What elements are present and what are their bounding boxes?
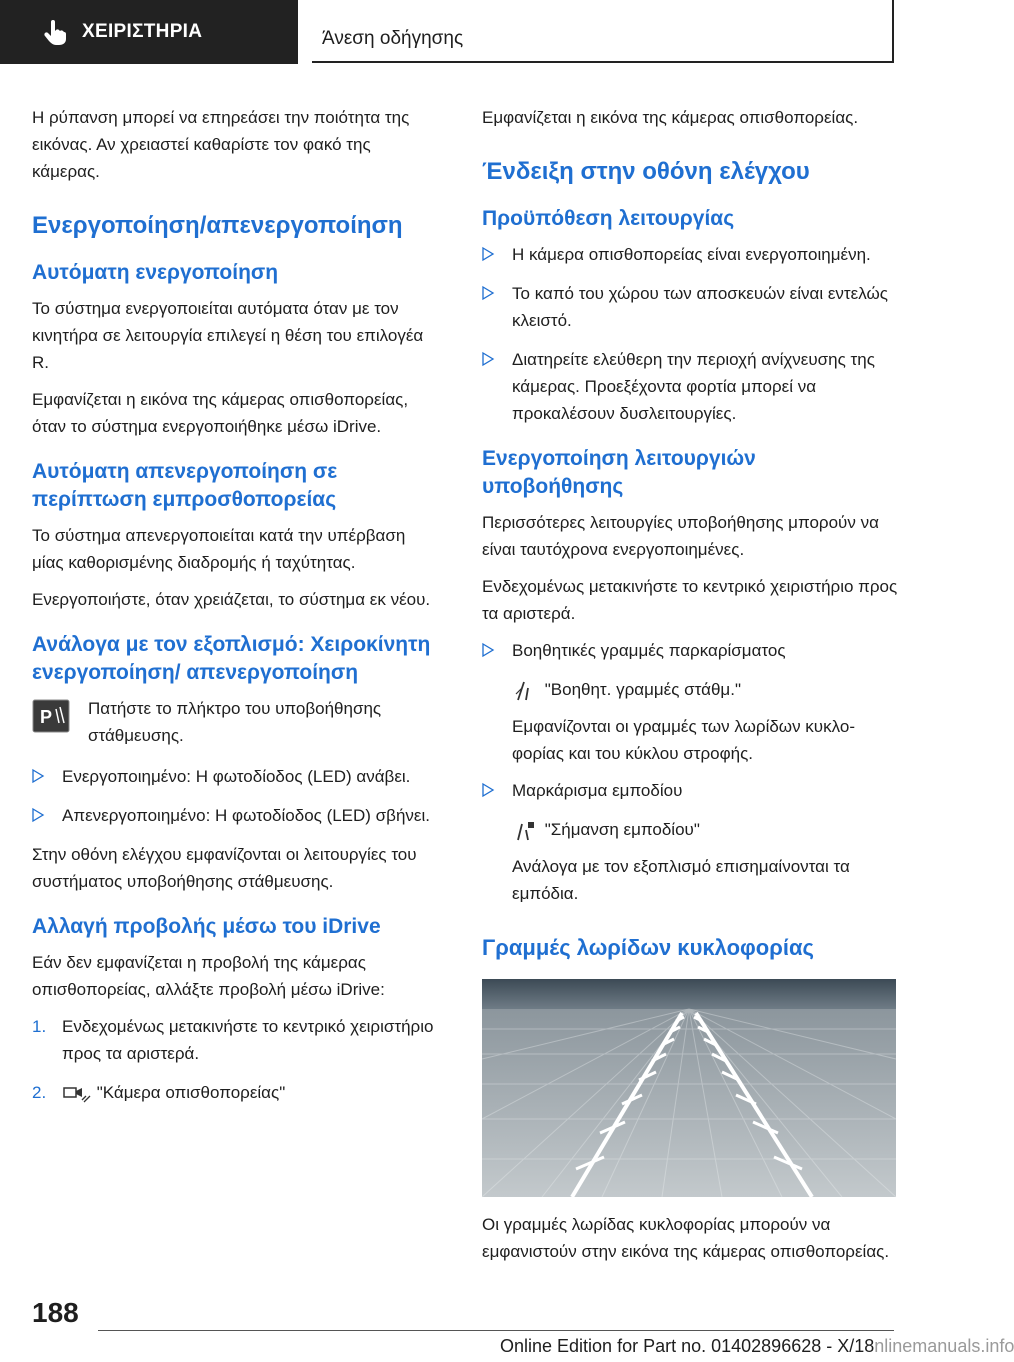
hand-pointer-icon (42, 19, 68, 45)
obstacle-marking-icon (512, 820, 540, 842)
list-item: Απενεργοποιημένο: Η φωτοδίοδος (LED) σβήνει. (32, 802, 440, 829)
heading-assist: Ενεργοποίηση λειτουργιών υποβοήθησης (482, 447, 756, 498)
section-title: Άνεση οδήγησης (322, 28, 464, 49)
heading-auto-on: Αυτόματη ενεργοποίηση (32, 261, 279, 284)
parking-lines-icon (512, 680, 540, 702)
paragraph: Οι γραμμές λωρίδας κυκλοφορίας μπορούν να εμφανιστούν στην εικόνα της κάμερας οπισθοπορείας. (482, 1215, 890, 1261)
heading-manual: Ανάλογα με τον εξοπλισμό: Χειροκίνητη ενεργοποίηση/ απενεργοποίηση (32, 633, 431, 684)
paragraph: Εάν δεν εμφανίζεται η προβολή της κάμερας οπισθοπορείας, αλλάξτε προβολή μέσω iDrive: (32, 953, 385, 999)
chapter-title: ΧΕΙΡΙΣΤΗΡΙΑ (82, 21, 203, 42)
step-item: 1. Ενδεχομένως μετακινήστε το κεντρικό χειριστήριο προς τα αριστερά. (32, 1017, 434, 1063)
list-item: Ενεργοποιημένο: Η φωτοδίοδος (LED) ανάβει. (32, 763, 440, 790)
paragraph: Εμφανίζεται η εικόνα της κάμερας οπισθοπορείας, όταν το σύστημα ενεργοποιήθηκε μέσω iDrive. (32, 390, 409, 436)
heading-prereq: Προϋπόθεση λειτουργίας (482, 207, 735, 230)
triangle-bullet-icon (32, 769, 44, 783)
list-item: Βοηθητικές γραμμές παρκαρίσματος (482, 637, 900, 664)
paragraph: Στην οθόνη ελέγχου εμφανίζονται οι λειτουργίες του συστήματος υποβοήθησης στάθμευσης. (32, 845, 417, 891)
triangle-bullet-icon (482, 286, 494, 300)
right-column (482, 104, 900, 1275)
paragraph: Περισσότερες λειτουργίες υποβοήθησης μπορούν να είναι ταυτόχρονα ενεργοποιημένες. (482, 513, 879, 559)
footer-divider (98, 1330, 894, 1331)
triangle-bullet-icon (482, 783, 494, 797)
watermark-text: nlinemanuals.info (874, 1336, 1014, 1356)
list-item: Μαρκάρισμα εμποδίου (482, 777, 900, 804)
list-item: Η κάμερα οπισθοπορείας είναι ενεργοποιημένη. (482, 241, 900, 268)
heading-activation: Ενεργοποίηση/απενεργοποίηση (32, 212, 403, 239)
paragraph: Ενεργοποιήστε, όταν χρειάζεται, το σύστημα εκ νέου. (32, 590, 431, 609)
menu-item-lines: "Βοηθητ. γραμμές στάθμ." (482, 676, 900, 703)
heading-auto-off: Αυτόματη απενεργοποίηση σε περίπτωση εμπροσθοπορείας (32, 460, 338, 511)
lane-lines-image (482, 979, 896, 1197)
rear-camera-icon (62, 1084, 92, 1104)
triangle-bullet-icon (32, 808, 44, 822)
triangle-bullet-icon (482, 352, 494, 366)
edition-text: Online Edition for Part no. 01402896628 - X/18 (500, 1336, 875, 1356)
step-item: 2. "Κάμερα οπισθοπορείας" (32, 1083, 286, 1102)
parking-assist-button-icon (32, 699, 70, 733)
paragraph: Εμφανίζεται η εικόνα της κάμερας οπισθοπορείας. (482, 108, 859, 127)
left-column (32, 104, 440, 1118)
button-instruction (32, 695, 440, 749)
page-number: 188 (32, 1297, 79, 1328)
triangle-bullet-icon (482, 643, 494, 657)
list-item: Το καπό του χώρου των αποσκευών είναι εντελώς κλειστό. (482, 280, 900, 334)
list-item: Διατηρείτε ελεύθερη την περιοχή ανίχνευσης της κάμερας. Προεξέχοντα φορτία μπορεί να προκαλέσουν δυσλειτουργίες. (482, 346, 900, 427)
heading-lanes: Γραμμές λωρίδων κυκλοφορίας (482, 935, 814, 960)
menu-item-obstacle: "Σήμανση εμποδίου" (482, 816, 900, 843)
heading-display: Ένδειξη στην οθόνη ελέγχου (482, 158, 810, 185)
paragraph: Ενδεχομένως μετακινήστε το κεντρικό χειριστήριο προς τα αριστερά. (482, 577, 898, 623)
paragraph: Ανάλογα με τον εξοπλισμό επισημαίνονται τα εμπόδια. (512, 857, 850, 903)
svg-text:P: P (40, 707, 53, 727)
paragraph: Εμφανίζονται οι γραμμές των λωρίδων κυκλοφορίας και του κύκλου στροφής. (512, 717, 855, 763)
header-chapter-tab (0, 0, 298, 64)
footer-edition (500, 1336, 1014, 1357)
intro-paragraph: Η ρύπανση μπορεί να επηρεάσει την ποιότητα της εικόνας. Αν χρειαστεί καθαρίστε τον φακό της κάμερας. (32, 108, 410, 181)
paragraph: Το σύστημα ενεργοποιείται αυτόματα όταν με τον κινητήρα σε λειτουργία επιλεγεί η θέση του επιλογέα R. (32, 299, 424, 372)
button-instruction-text: Πατήστε το πλήκτρο του υποβοήθησης στάθμευσης. (88, 699, 382, 745)
header-section-box (312, 0, 894, 63)
heading-view: Αλλαγή προβολής μέσω του iDrive (32, 915, 381, 938)
triangle-bullet-icon (482, 247, 494, 261)
paragraph: Το σύστημα απενεργοποιείται κατά την υπέρβαση μίας καθορισμένης διαδρομής ή ταχύτητας. (32, 526, 406, 572)
